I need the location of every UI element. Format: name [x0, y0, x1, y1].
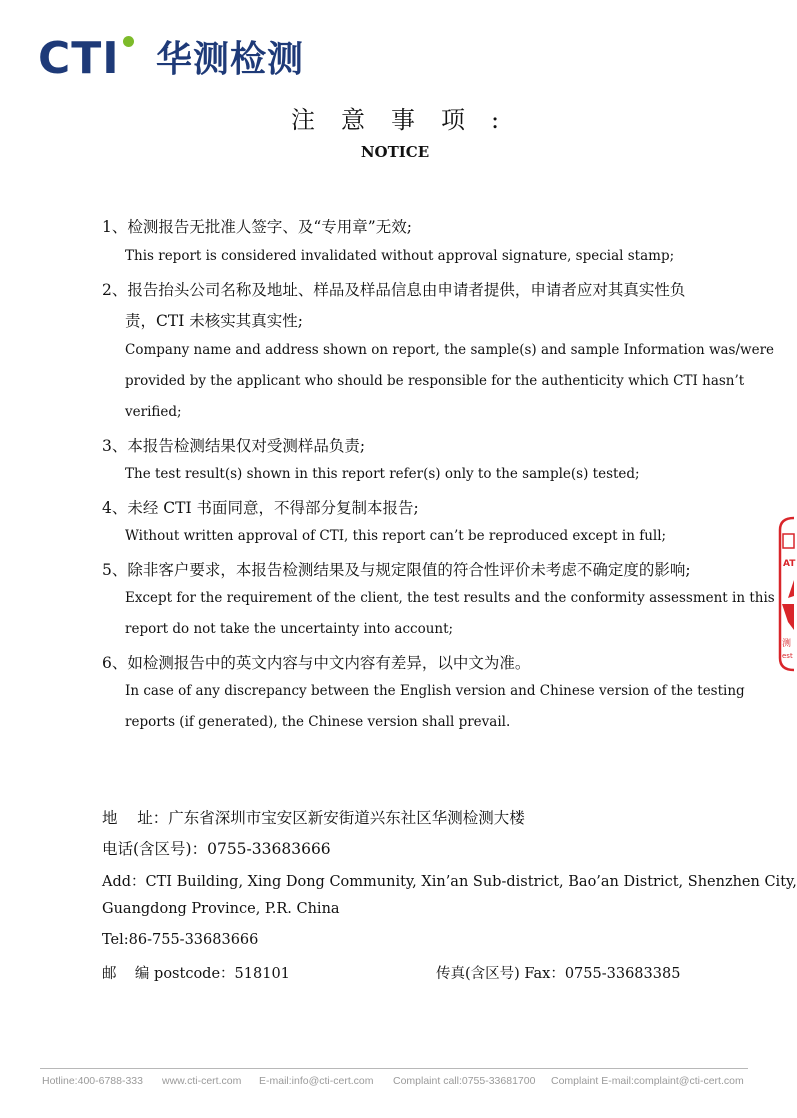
notice-2-en-line3: verified; — [125, 404, 182, 420]
address-cn: 地 址：广东省深圳市宝安区新安街道兴东社区华测检测大楼 — [102, 809, 525, 827]
notice-4-en: Without written approval of CTI, this report can’t be reproduced except in full; — [125, 528, 667, 544]
postcode: 邮 编 postcode：518101 — [102, 966, 290, 982]
notice-6-en-line2: reports (if generated), the Chinese version shall prevail. — [125, 714, 511, 730]
footer-complaint-call: Complaint call:0755-33681700 — [393, 1075, 536, 1087]
notice-1-en: This report is considered invalidated without approval signature, special stamp; — [125, 248, 675, 264]
fax: 传真(含区号) Fax：0755-33683385 — [436, 966, 681, 982]
notice-1-cn: 1、检测报告无批准人签字、及“专用章”无效; — [102, 218, 412, 236]
notice-5-cn: 5、除非客户要求，本报告检测结果及与规定限值的符合性评价未考虑不确定度的影响; — [102, 561, 691, 579]
svg-text:est: est — [782, 652, 793, 660]
logo-brand-text: CTI — [38, 33, 120, 84]
notice-2-en-line2: provided by the applicant who should be responsible for the authenticity which CTI hasn’t — [125, 373, 745, 389]
notice-5-en-line2: report do not take the uncertainty into account; — [125, 621, 454, 637]
notice-3-cn: 3、本报告检测结果仅对受测样品负责; — [102, 437, 366, 455]
notice-6-en-line1: In case of any discrepancy between the English version and Chinese version of the testing — [125, 683, 745, 699]
notice-5-en-line1: Except for the requirement of the client, the test results and the conformity assessment in this — [125, 590, 775, 606]
notice-2-cn-line1: 2、报告抬头公司名称及地址、样品及样品信息由申请者提供，申请者应对其真实性负 — [102, 281, 686, 299]
logo-chinese-name: 华测检测 — [156, 39, 305, 80]
address-en-line2: Guangdong Province, P.R. China — [102, 901, 340, 917]
notice-6-cn: 6、如检测报告中的英文内容与中文内容有差异，以中文为准。 — [102, 654, 531, 672]
page-subtitle: NOTICE — [360, 143, 430, 161]
footer-hotline: Hotline:400-6788-333 — [42, 1075, 143, 1087]
phone-cn: 电话(含区号)：0755-33683666 — [102, 840, 331, 858]
notice-4-cn: 4、未经 CTI 书面同意，不得部分复制本报告; — [102, 499, 419, 517]
notice-2-en-line1: Company name and address shown on report, the sample(s) and sample Information was/were — [125, 342, 775, 358]
svg-text:AT: AT — [783, 559, 796, 569]
footer-website[interactable]: www.cti-cert.com — [162, 1075, 242, 1087]
footer-complaint-email[interactable]: Complaint E-mail:complaint@cti-cert.com — [551, 1075, 744, 1087]
footer-email[interactable]: E-mail:info@cti-cert.com — [259, 1075, 374, 1087]
notice-3-en: The test result(s) shown in this report refer(s) only to the sample(s) tested; — [125, 466, 640, 482]
notice-2-cn-line2: 责，CTI 未核实其真实性; — [125, 312, 303, 330]
svg-text:测: 测 — [782, 639, 792, 649]
page-title: 注意事项: — [290, 106, 526, 134]
address-en-line1: Add：CTI Building, Xing Dong Community, Xin’an Sub-district, Bao’an District, Shenzhen City, — [102, 874, 797, 890]
tel: Tel:86-755-33683666 — [102, 932, 259, 948]
footer-divider — [40, 1068, 748, 1069]
red-stamp-fragment — [774, 518, 794, 670]
logo-green-dot — [123, 36, 134, 47]
